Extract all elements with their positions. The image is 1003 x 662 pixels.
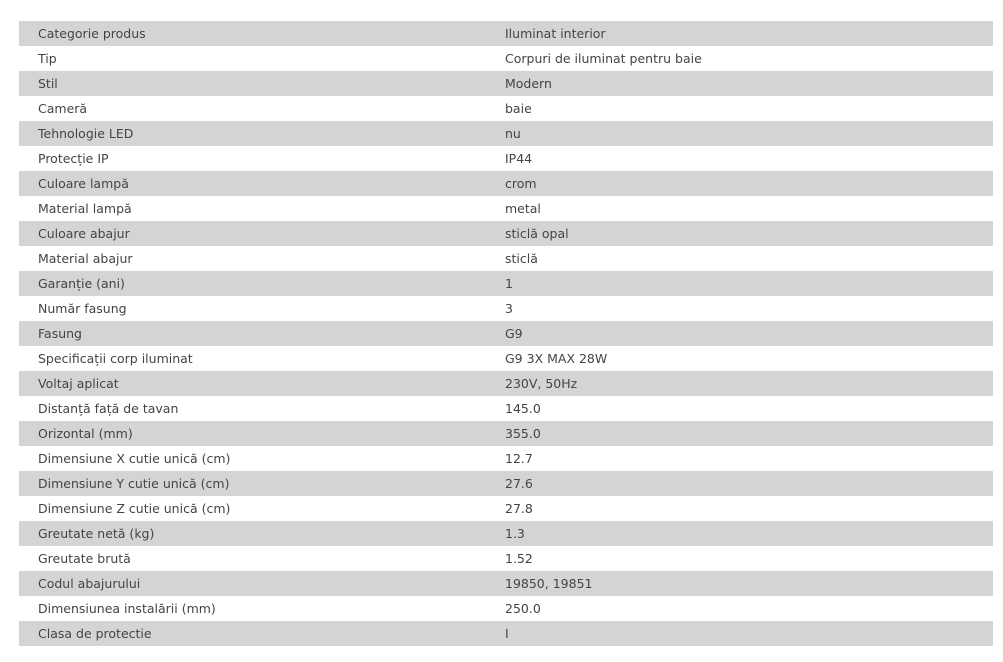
table-row [19,246,993,271]
spec-value: metal [487,196,993,221]
table-row [19,571,993,596]
spec-label: Orizontal (mm) [19,421,487,446]
spec-value: 3 [487,296,993,321]
spec-label: Garanție (ani) [19,271,487,296]
spec-label: Culoare lampă [19,171,487,196]
table-row [19,596,993,621]
spec-value: G9 [487,321,993,346]
spec-label: Greutate brută [19,546,487,571]
table-row [19,221,993,246]
spec-label: Dimensiune Z cutie unică (cm) [19,496,487,521]
spec-label: Tehnologie LED [19,121,487,146]
table-row [19,321,993,346]
spec-label: Dimensiunea instalării (mm) [19,596,487,621]
table-row [19,521,993,546]
table-row [19,196,993,221]
table-row [19,546,993,571]
table-row [19,271,993,296]
table-row [19,421,993,446]
spec-value: 12.7 [487,446,993,471]
spec-value: 230V, 50Hz [487,371,993,396]
table-row [19,171,993,196]
table-row [19,346,993,371]
spec-label: Codul abajurului [19,571,487,596]
table-row [19,71,993,96]
spec-label: Distanță față de tavan [19,396,487,421]
spec-label: Cameră [19,96,487,121]
table-row [19,371,993,396]
spec-label: Greutate netă (kg) [19,521,487,546]
spec-value: 1.3 [487,521,993,546]
spec-label: Fasung [19,321,487,346]
spec-label: Protecție IP [19,146,487,171]
spec-label: Clasa de protectie [19,621,487,646]
spec-value: 355.0 [487,421,993,446]
table-row [19,446,993,471]
spec-value: Iluminat interior [487,21,993,46]
spec-label: Stil [19,71,487,96]
table-row [19,96,993,121]
spec-value: 1 [487,271,993,296]
spec-label: Categorie produs [19,21,487,46]
table-row [19,21,993,46]
table-row [19,146,993,171]
spec-label: Dimensiune Y cutie unică (cm) [19,471,487,496]
table-row [19,396,993,421]
spec-value: 19850, 19851 [487,571,993,596]
spec-value: 145.0 [487,396,993,421]
table-row [19,496,993,521]
spec-value: nu [487,121,993,146]
table-row [19,471,993,496]
table-row [19,46,993,71]
spec-label: Voltaj aplicat [19,371,487,396]
spec-value: I [487,621,993,646]
spec-value: baie [487,96,993,121]
spec-value: 27.8 [487,496,993,521]
spec-value: IP44 [487,146,993,171]
spec-value: Corpuri de iluminat pentru baie [487,46,993,71]
table-row [19,296,993,321]
spec-label: Tip [19,46,487,71]
spec-table-body [19,21,993,646]
spec-value: 27.6 [487,471,993,496]
table-row [19,621,993,646]
spec-label: Număr fasung [19,296,487,321]
spec-value: 250.0 [487,596,993,621]
spec-label: Specificații corp iluminat [19,346,487,371]
table-row [19,121,993,146]
spec-label: Material lampă [19,196,487,221]
spec-value: G9 3X MAX 28W [487,346,993,371]
spec-label: Culoare abajur [19,221,487,246]
spec-value: 1.52 [487,546,993,571]
spec-label: Dimensiune X cutie unică (cm) [19,446,487,471]
product-specifications-table [19,21,993,646]
spec-label: Material abajur [19,246,487,271]
spec-value: sticlă opal [487,221,993,246]
spec-value: sticlă [487,246,993,271]
spec-value: Modern [487,71,993,96]
spec-value: crom [487,171,993,196]
